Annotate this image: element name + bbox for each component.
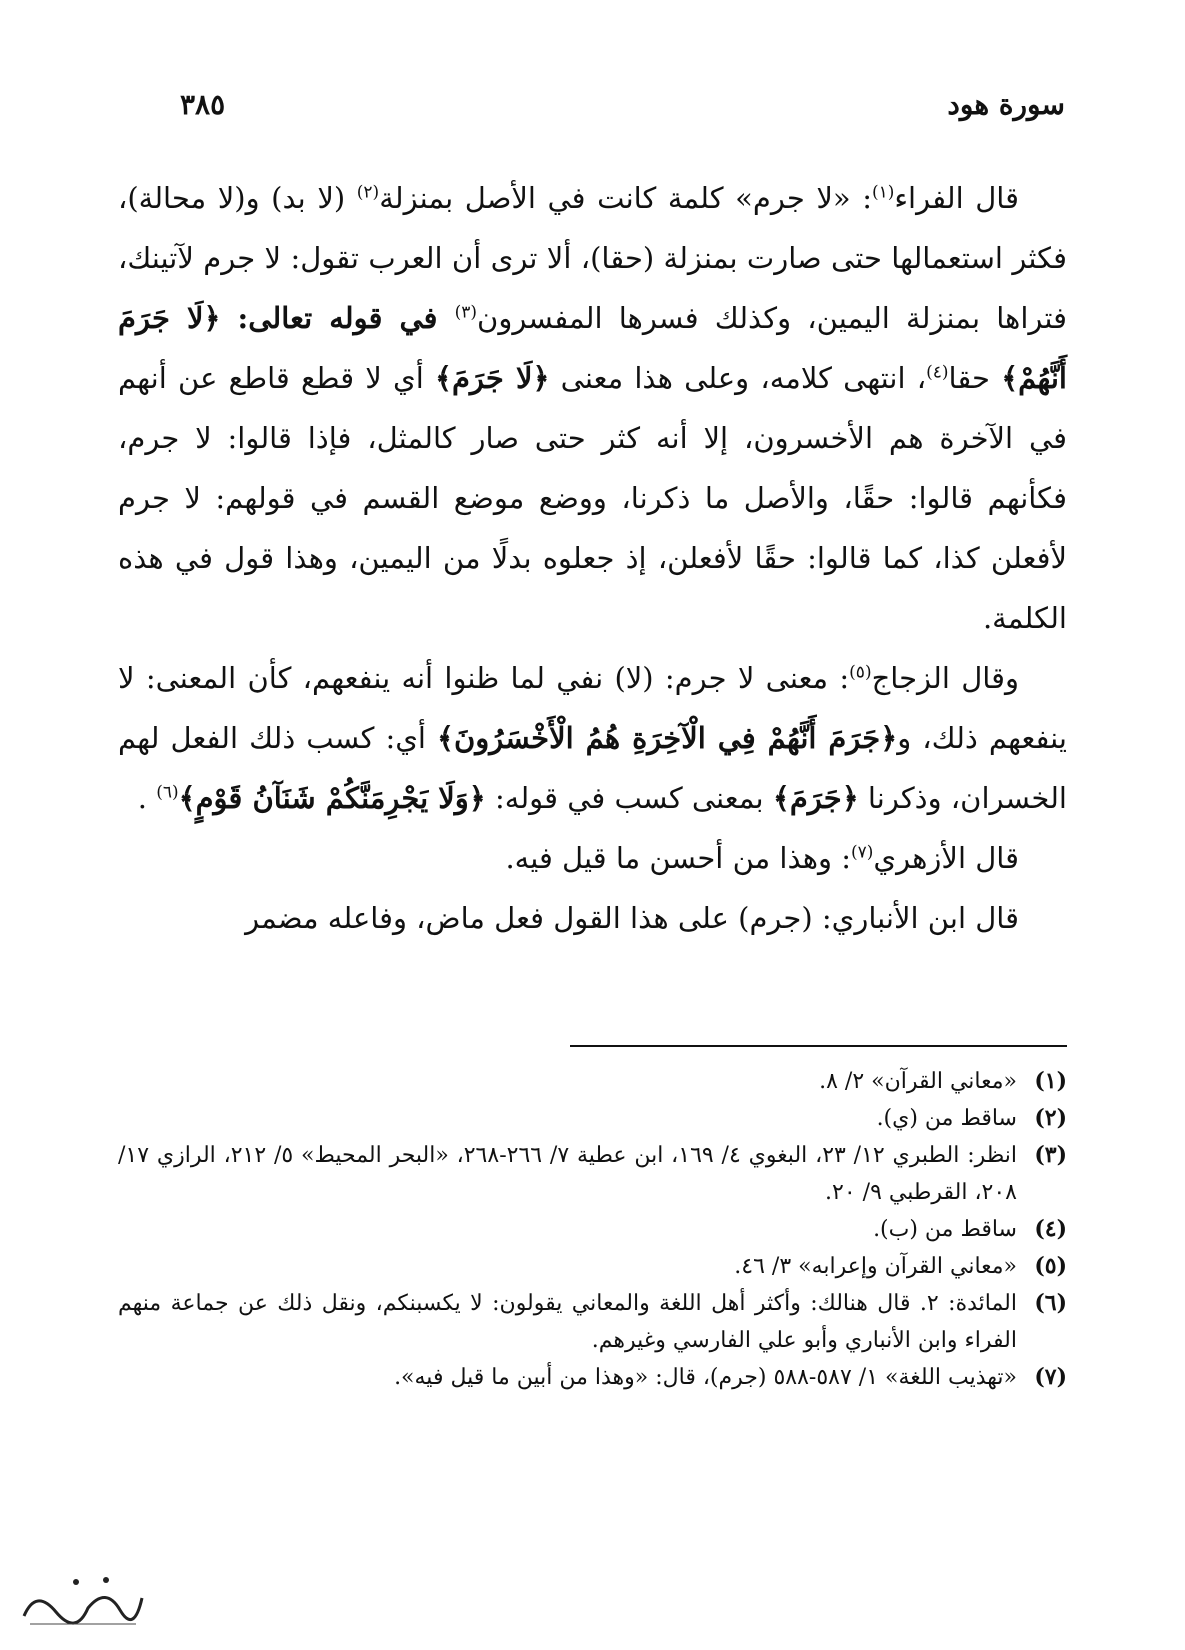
footnote-text: ساقط من (ب). [873,1217,1017,1242]
footnote-text: «تهذيب اللغة» ١/ ٥٨٧-٥٨٨ (جرم)، قال: «وهذا من أبين ما قيل فيه». [394,1365,1017,1390]
footnote-divider [570,1045,1067,1047]
footnote-ref: (٣) [454,302,478,323]
text-run: حقا [948,361,1002,395]
footnote-number: (١) [1034,1068,1067,1094]
text-run: في قوله تعالى: [220,301,455,335]
text-run: قال الفراء [894,181,1020,215]
quran-quote: ﴿لَا جَرَمَ أَنَّهُمْ﴾ [118,301,1067,395]
logo-mark [16,1568,146,1634]
paragraph-zajjaj [118,648,1067,828]
footnote-text: انظر: الطبري ١٢/ ٢٣، البغوي ٤/ ١٦٩، ابن عطية ٧/ ٢٦٦-٢٦٨، «البحر المحيط» ٥/ ٢١٢، الرازي ١٧/ ٢٠٨، القرطبي ٩/ ٢٠. [118,1143,1018,1205]
footnote-number: (٢) [1034,1105,1067,1131]
footnote-ref: (٤) [926,362,949,383]
footnote-item [118,1248,1067,1285]
footnote-ref: (٥) [849,662,872,683]
paragraph-farra [118,168,1067,648]
paragraph-anbari [118,888,1067,948]
text-run: أي لا قطع قاطع عن أنهم في الآخرة هم الأخسرون، إلا أنه كثر حتى صار كالمثل، فإذا قالوا: لا جرم، فكأنهم قالوا: حقًا، والأصل ما ذكرنا، ووضع موضع القسم في قولهم: لا جرم لأفعلن كذا، كما قالوا: حقًا لأفعلن، إذ جعلوه بدلًا من اليمين، وهذا قول في هذه الكلمة. [118,361,1067,635]
text-run: قال الأزهري [873,841,1019,875]
text-run: : «لا جرم» كلمة كانت في الأصل بمنزلة [379,181,872,215]
footnote-item [118,1063,1067,1100]
footnote-item [118,1211,1067,1248]
footnotes [118,1063,1067,1396]
footnote-text: «معاني القرآن وإعرابه» ٣/ ٤٦. [734,1254,1017,1279]
text-run: بمعنى كسب في قوله: [485,781,773,815]
footnote-text: المائدة: ٢. قال هنالك: وأكثر أهل اللغة والمعاني يقولون: لا يكسبنكم، ونقل ذلك عن جماعة منهم الفراء وابن الأنباري وأبو علي الفارسي وغيرهم. [118,1291,1017,1353]
footnote-item [118,1359,1067,1396]
footnote-ref: (٢) [356,182,380,203]
footnote-item [118,1100,1067,1137]
text-run: ، انتهى كلامه، وعلى هذا معنى [549,361,927,395]
footnote-number: (٦) [1034,1290,1067,1316]
footnote-text: «معاني القرآن» ٢/ ٨. [819,1069,1017,1094]
text-run: (لا بد) و(لا محالة)، فكثر استعمالها حتى صارت بمنزلة (حقا)، ألا ترى أن العرب تقول: لا جرم لآتينك، فتراها بمنزلة اليمين، وكذلك فسرها المفسرون [118,181,1067,335]
quran-quote: ﴿جَرَمَ أَنَّهُمْ فِي الْآخِرَةِ هُمُ الْأَخْسَرُونَ﴾ [437,721,898,755]
text-run: : معنى لا جرم: (لا) نفي لما ظنوا أنه ينفعهم، كأن المعنى: لا ينفعهم ذلك، و [118,661,1067,755]
quran-quote: ﴿جَرَمَ﴾ [772,781,859,815]
publisher-logo-icon [16,1568,146,1634]
paragraph-azhari [118,828,1067,888]
footnote-item [118,1137,1067,1211]
text-run: أي: كسب ذلك الفعل لهم الخسران، وذكرنا [118,721,1067,815]
page-number: ٣٨٥ [180,88,226,121]
quran-quote: ﴿وَلَا يَجْرِمَنَّكُمْ شَنَآنُ قَوْمٍ﴾ [178,781,486,815]
footnote-ref: (٧) [850,842,874,863]
footnote-item [118,1285,1067,1359]
page-header [120,88,1065,138]
footnote-number: (٤) [1034,1216,1067,1242]
text-run: . [137,781,157,815]
footnote-number: (٣) [1034,1142,1067,1168]
footnote-ref: (٦) [156,782,179,803]
quran-quote: ﴿لَا جَرَمَ﴾ [434,361,550,395]
footnote-ref: (١) [871,182,895,203]
footnote-number: (٧) [1034,1364,1067,1390]
footnote-number: (٥) [1034,1253,1067,1279]
surah-title: سورة هود [947,88,1065,121]
text-run: : وهذا من أحسن ما قيل فيه. [505,841,851,875]
footnote-text: ساقط من (ي). [876,1106,1017,1131]
text-run: وقال الزجاج [871,661,1020,695]
main-text [118,168,1067,948]
text-run: قال ابن الأنباري: (جرم) على هذا القول فعل ماض، وفاعله مضمر [245,901,1019,935]
